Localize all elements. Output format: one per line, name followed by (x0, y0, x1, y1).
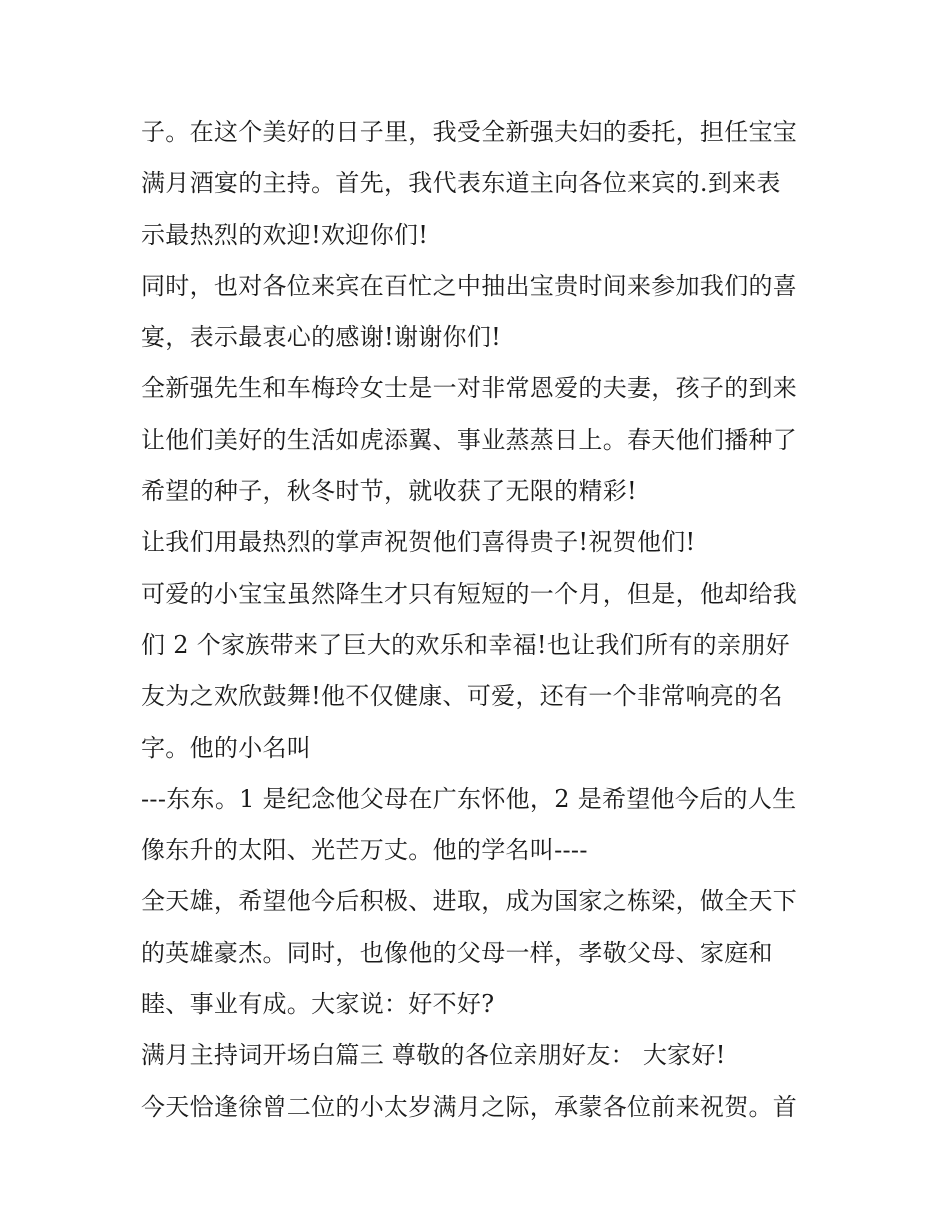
text-line-2: 满月酒宴的主持。首先，我代表东道主向各位来宾的.到来表 (141, 169, 781, 198)
text-line-3: 示最热烈的欢迎!欢迎你们! (141, 220, 429, 249)
text-line-9: 让我们用最热烈的掌声祝贺他们喜得贵子!祝贺他们! (141, 528, 696, 557)
text-line-8: 希望的种子，秋冬时节，就收获了无限的精彩! (141, 477, 637, 506)
text-line-12: 友为之欢欣鼓舞!他不仅健康、可爱，还有一个非常响亮的名 (141, 682, 783, 711)
text-line-20: 今天恰逢徐曾二位的小太岁满月之际，承蒙各位前来祝贺。首 (141, 1092, 798, 1121)
text-line-18: 睦、事业有成。大家说：好不好? (141, 990, 495, 1019)
text-line-10: 可爱的小宝宝虽然降生才只有短短的一个月，但是，他却给我 (141, 579, 798, 608)
text-line-16: 全天雄，希望他今后积极、进取，成为国家之栋梁，做全天下 (141, 887, 798, 916)
text-line-14: ---东东。1 是纪念他父母在广东怀他，2 是希望他今后的人生 (141, 784, 797, 813)
text-line-13: 字。他的小名叫 (141, 733, 312, 762)
text-line-17: 的英雄豪杰。同时，也像他的父母一样，孝敬父母、家庭和 (141, 938, 773, 967)
text-line-6: 全新强先生和车梅玲女士是一对非常恩爱的夫妻，孩子的到来 (141, 374, 798, 403)
text-line-19: 满月主持词开场白篇三 尊敬的各位亲朋好友： 大家好! (141, 1041, 726, 1070)
text-line-5: 宴，表示最衷心的感谢!谢谢你们! (141, 323, 502, 352)
text-line-15: 像东升的太阳、光芒万丈。他的学名叫---- (141, 836, 588, 865)
document-body (141, 107, 821, 1133)
text-line-11: 们 2 个家族带来了巨大的欢乐和幸福!也让我们所有的亲朋好 (141, 630, 790, 659)
text-line-4: 同时，也对各位来宾在百忙之中抽出宝贵时间来参加我们的喜 (141, 271, 798, 300)
text-line-7: 让他们美好的生活如虎添翼、事业蒸蒸日上。春天他们播种了 (141, 425, 798, 454)
text-line-1: 子。在这个美好的日子里，我受全新强夫妇的委托，担任宝宝 (141, 118, 798, 146)
